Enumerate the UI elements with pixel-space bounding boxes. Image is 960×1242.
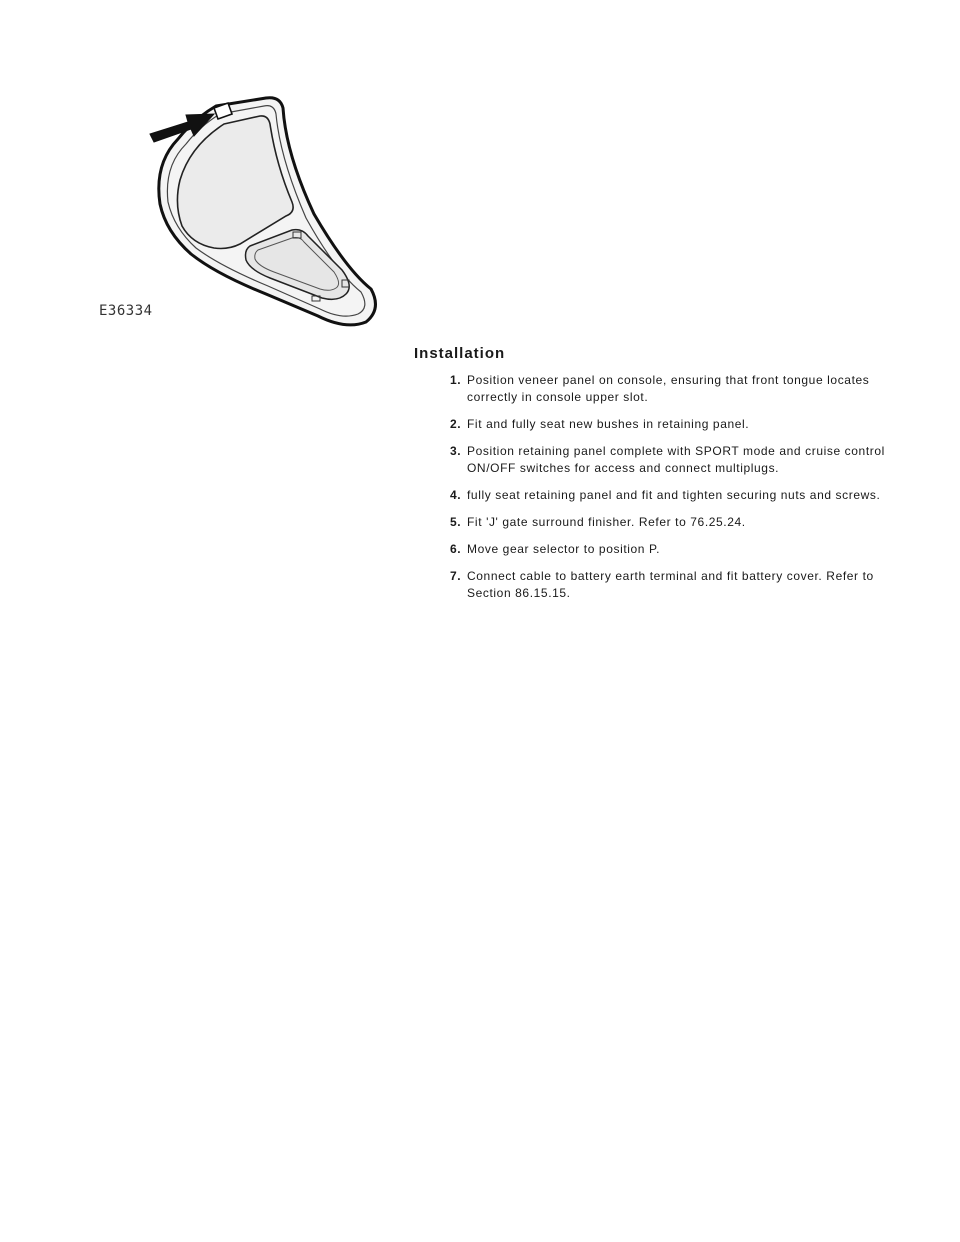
step-text: Fit and fully seat new bushes in retaining panel.	[467, 417, 750, 431]
installation-heading: Installation	[414, 345, 506, 362]
step-number: 3.	[450, 444, 462, 458]
step-text: Position retaining panel complete with SPORT mode and cruise control ON/OFF switches for access and connect multiplugs.	[467, 444, 885, 475]
installation-step	[450, 514, 890, 531]
installation-step	[450, 443, 890, 477]
step-text: Connect cable to battery earth terminal and fit battery cover. Refer to Section 86.15.15.	[467, 569, 874, 600]
installation-step	[450, 372, 890, 406]
installation-step	[450, 541, 890, 558]
installation-step	[450, 416, 890, 433]
step-text: Position veneer panel on console, ensuring that front tongue locates correctly in console upper slot.	[467, 373, 870, 404]
step-number: 1.	[450, 373, 462, 387]
step-number: 7.	[450, 569, 462, 583]
installation-step	[450, 487, 890, 504]
figure-label: E36334	[99, 303, 153, 319]
step-number: 5.	[450, 515, 462, 529]
step-text: Move gear selector to position P.	[467, 542, 661, 556]
step-number: 2.	[450, 417, 462, 431]
installation-step	[450, 568, 890, 602]
step-text: Fit 'J' gate surround finisher. Refer to 76.25.24.	[467, 515, 746, 529]
installation-steps	[450, 372, 890, 612]
step-number: 4.	[450, 488, 462, 502]
step-number: 6.	[450, 542, 462, 556]
veneer-panel-illustration	[96, 94, 386, 330]
step-text: fully seat retaining panel and fit and tighten securing nuts and screws.	[467, 488, 881, 502]
